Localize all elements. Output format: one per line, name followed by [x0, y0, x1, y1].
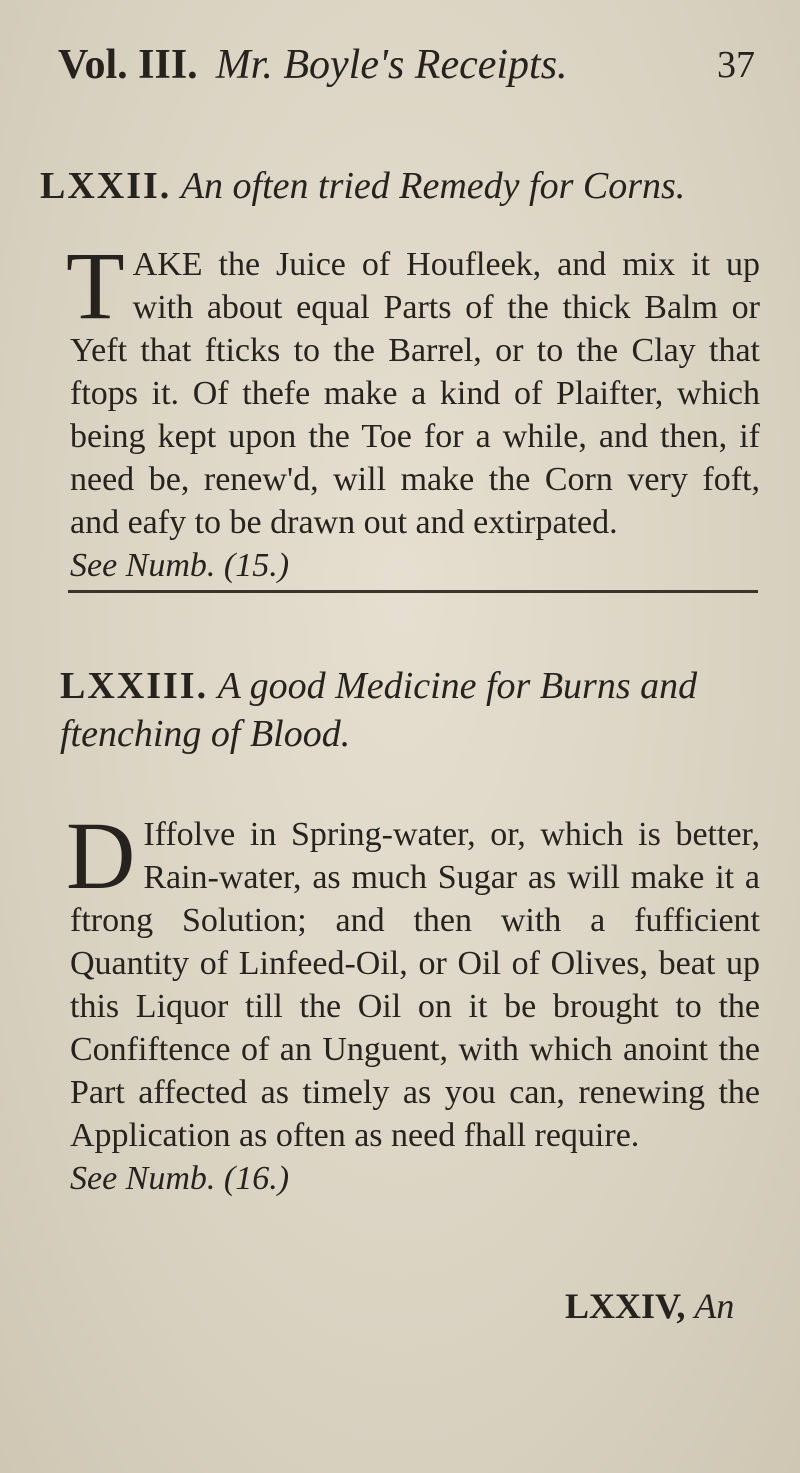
- section-number: LXXIII.: [60, 665, 209, 707]
- drop-cap: T: [66, 232, 125, 339]
- section-title: An often tried Remedy for Corns.: [180, 165, 686, 207]
- running-title: Mr. Boyle's Receipts.: [215, 42, 568, 88]
- cross-reference: See Numb. (16.): [70, 1160, 290, 1197]
- section-text: D Iffolve in Spring-water, or, which is better, Rain-water, as much Sugar as will make it a ftrong Solution; and then with a fufficient Quantity of Linfeed-Oil, or Oil of Olives, beat up this Liquor till the Oil on it be brought to the Confiftence of an Unguent, with which anoint the Part affected as timely as you can, renewing the Application as often as need fhall require.: [66, 802, 760, 1154]
- section-heading-lxxii: [40, 162, 760, 210]
- section-text: TAKE the Juice of Houfleek, and mix it up with about equal Parts of the thick Balm or Yeft that fticks to the Barrel, or to the Clay that ftops it. Of thefe make a kind of Plaifter, which being kept upon the Toe for a while, and then, if need be, renew'd, will make the Corn very foft, and eafy to be drawn out and extirpated.: [66, 232, 760, 541]
- cross-reference: See Numb. (15.): [70, 547, 290, 584]
- section-divider: [68, 590, 758, 593]
- page-number: 37: [717, 44, 755, 86]
- drop-cap: D: [66, 802, 136, 909]
- section-body-lxxiii: [66, 802, 760, 1200]
- running-header: [58, 40, 755, 90]
- section-body-lxxii: [66, 232, 760, 587]
- volume-label: Vol. III.: [58, 42, 198, 88]
- section-title: A good Medicine for Burns and ftenching of Blood.: [60, 665, 698, 755]
- section-number: LXXII.: [40, 165, 172, 207]
- catchword: LXXIV, An: [565, 1286, 735, 1326]
- section-heading-lxxiii: [60, 662, 760, 758]
